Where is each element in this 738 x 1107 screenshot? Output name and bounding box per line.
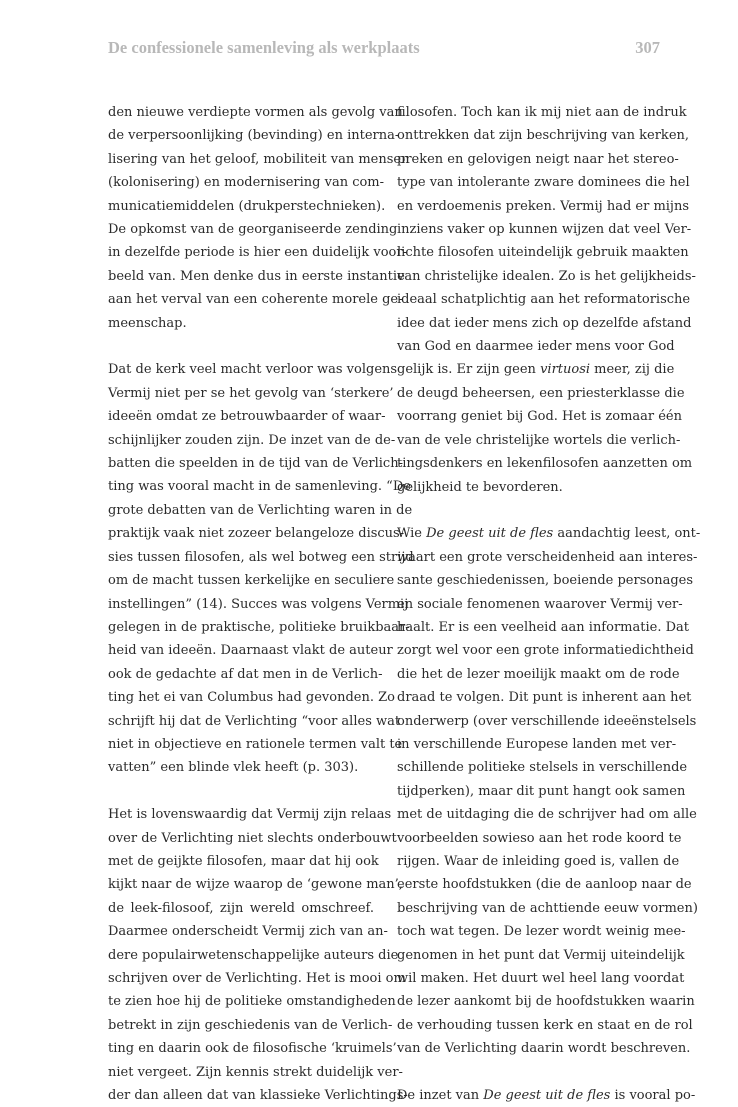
text-line: Het is lovenswaardig dat Vermij zijn relaas [108,807,392,823]
text-line: tingsdenkers en lekenfilosofen aanzetten om [397,456,693,472]
text-line: municatiemiddelen (drukperstechnieken). [108,198,386,214]
paragraph-lines [397,101,696,358]
text-line: type van intolerante zware dominees die hel [397,175,690,191]
text-line: om de macht tussen kerkelijke en seculiere [108,573,395,589]
paragraph [108,358,414,779]
left-column [108,101,414,1107]
text-line: en verdoemenis preken. Vermij had er mijns [397,198,690,214]
text-line: te zien hoe hij de politieke omstandigheden [108,994,396,1010]
text-line: ideaal schatplichtig aan het reformatorische [397,292,691,308]
text-line: waart een grote verscheidenheid aan interes- [397,549,698,565]
text-line: meenschap. [108,315,187,331]
text-line: heid van ideeën. Daarnaast vlakt de auteur [108,643,393,659]
text-line: onderwerp (over verschillende ideeënstelsels [397,713,697,729]
text-line: schrijven over de Verlichting. Het is mooi om [108,971,406,986]
text-line: den nieuwe verdiepte vormen als gevolg van [108,105,403,120]
paragraph [108,101,410,335]
book-title: De geest uit de fles [483,1088,611,1104]
text-line: gelegen in de praktische, politieke bruikbaar- [108,619,410,635]
text-line: sies tussen filosofen, als wel botweg een strijd [108,549,414,565]
text-line: inziens vaker op kunnen wijzen dat veel Ver- [397,222,692,238]
text-line: zorgt wel voor een grote informatiedichtheid [397,643,694,659]
paragraph [397,522,701,1060]
text-line: haalt. Er is een veelheid aan informatie. Dat [397,619,689,635]
text-line: idee dat ieder mens zich op dezelfde afstand [397,315,692,331]
text-line: eerste hoofdstukken (die de aanloop naar de [397,877,692,893]
text-line: de leek-filosoof, zijn wereld omschreef. [108,900,374,916]
text-line: beeld van. Men denke dus in eerste instantie [108,268,405,284]
text-line: preken en gelovigen neigt naar het stereo- [397,151,679,167]
text-line: de lezer aankomt bij de hoofdstukken waarin [397,994,695,1010]
text-line: de deugd beheersen, een priesterklasse die [397,385,685,401]
text-line: toch wat tegen. De lezer wordt weinig mee- [397,924,686,940]
text-line: rijgen. Waar de inleiding goed is, vallen de [397,853,680,869]
text-line: schrijft hij dat de Verlichting “voor alles wat [108,713,401,729]
paragraph [397,1084,696,1107]
text-line: van de Verlichting daarin wordt beschreven. [397,1041,691,1057]
text-line: grote debatten van de Verlichting waren in de [108,502,413,518]
text-line: en sociale fenomenen waarover Vermij ver- [397,596,683,612]
text-line: instellingen” (14). Succes was volgens Vermij [108,596,409,612]
text-line: lichte filosofen uiteindelijk gebruik maakten [397,245,689,261]
text-line: beschrijving van de achttiende eeuw vormen) [397,900,698,916]
text-line: De opkomst van de georganiseerde zending [108,222,398,238]
text-line: ook de gedachte af dat men in de Verlich- [108,666,383,682]
text-line: de verhouding tussen kerk en staat en de rol [397,1017,693,1033]
right-column [397,101,701,1107]
text-line: voorbeelden sowieso aan het rode koord te [397,830,682,846]
text-line: dere populairwetenschappelijke auteurs die [108,947,399,963]
text-line: met de uitdaging die de schrijver had om alle [397,807,697,823]
text-line: voorrang geniet bij God. Het is zomaar één [397,409,682,425]
text-line: niet in objectieve en rationele termen valt te [108,736,403,752]
text-line: Vermij niet per se het gevolg van ‘sterkere’ [108,385,394,401]
header-title: De confessionele samenleving als werkplaats [108,38,420,57]
text-line: met de geijkte filosofen, maar dat hij ook [108,853,379,869]
text-line: sante geschiedenissen, boeiende personages [397,573,694,589]
text-line: ideeën omdat ze betrouwbaarder of waar- [108,409,386,425]
text-line: gelijkheid te bevorderen. [397,479,563,495]
text-line: in verschillende Europese landen met ver- [397,736,677,752]
text-line: de verpersoonlijking (bevinding) en interna- [108,128,400,144]
text-line: tijdperken), maar dit punt hangt ook samen [397,783,686,799]
text-line: filosofen. Toch kan ik mij niet aan de indruk [397,105,687,120]
text-line: lisering van het geloof, mobiliteit van mensen [108,151,410,167]
paragraph-lines [397,382,693,499]
text-line: genomen in het punt dat Vermij uiteindelijk [397,947,685,963]
text-line: van christelijke idealen. Zo is het gelijkheids- [397,268,696,284]
text-line: De inzet van De geest uit de fles is vooral po- [397,1088,696,1104]
paragraph [108,803,408,1107]
page-number: 307 [635,38,660,57]
text-line: Daarmee onderscheidt Vermij zich van an- [108,924,388,940]
text-line: over de Verlichting niet slechts onderbouwt [108,830,397,846]
text-line: betrekt in zijn geschiedenis van de Verlich- [108,1017,393,1033]
text-line: praktijk vaak niet zozeer belangeloze discus- [108,526,405,542]
text-line: draad te volgen. Dit punt is inherent aan het [397,690,692,706]
running-header [108,38,660,58]
text-line: ting en daarin ook de filosofische ‘kruimels’ [108,1041,397,1057]
book-title: De geest uit de fles [426,526,554,542]
text-line: onttrekken dat zijn beschrijving van kerken, [397,128,690,144]
text-line: aan het verval van een coherente morele ge- [108,292,403,308]
paragraph-lines [397,546,698,1061]
text-line: schijnlijker zouden zijn. De inzet van de de- [108,432,396,448]
text-line: die het de lezer moeilijk maakt om de rode [397,666,680,682]
text-line: gelijk is. Er zijn geen virtuosi meer, zij die [397,362,675,378]
italic-term: virtuosi [540,362,591,378]
text-line: kijkt naar de wijze waarop de ‘gewone man’, [108,877,403,893]
text-line: der dan alleen dat van klassieke Verlichtings- [108,1088,408,1104]
text-line: Dat de kerk veel macht verloor was volgens [108,362,398,378]
text-line: vatten” een blinde vlek heeft (p. 303). [108,760,359,776]
text-line: Wie De geest uit de fles aandachtig leest, ont- [397,526,701,542]
text-line: van God en daarmee ieder mens voor God [397,339,675,355]
text-line: wil maken. Het duurt wel heel lang voordat [397,971,685,987]
paragraph [397,101,696,499]
text-line: in dezelfde periode is hier een duidelijk voor- [108,245,407,261]
text-line: niet vergeet. Zijn kennis strekt duidelijk ver- [108,1064,403,1080]
text-line: schillende politieke stelsels in verschillende [397,760,688,776]
text-line: (kolonisering) en modernisering van com- [108,175,385,191]
text-line: ting was vooral macht in de samenleving. “De [108,479,411,495]
text-line: ting het ei van Columbus had gevonden. Zo [108,690,395,706]
text-line: van de vele christelijke wortels die verlich- [397,432,681,448]
text-line: batten die speelden in de tijd van de Verlich- [108,456,403,472]
